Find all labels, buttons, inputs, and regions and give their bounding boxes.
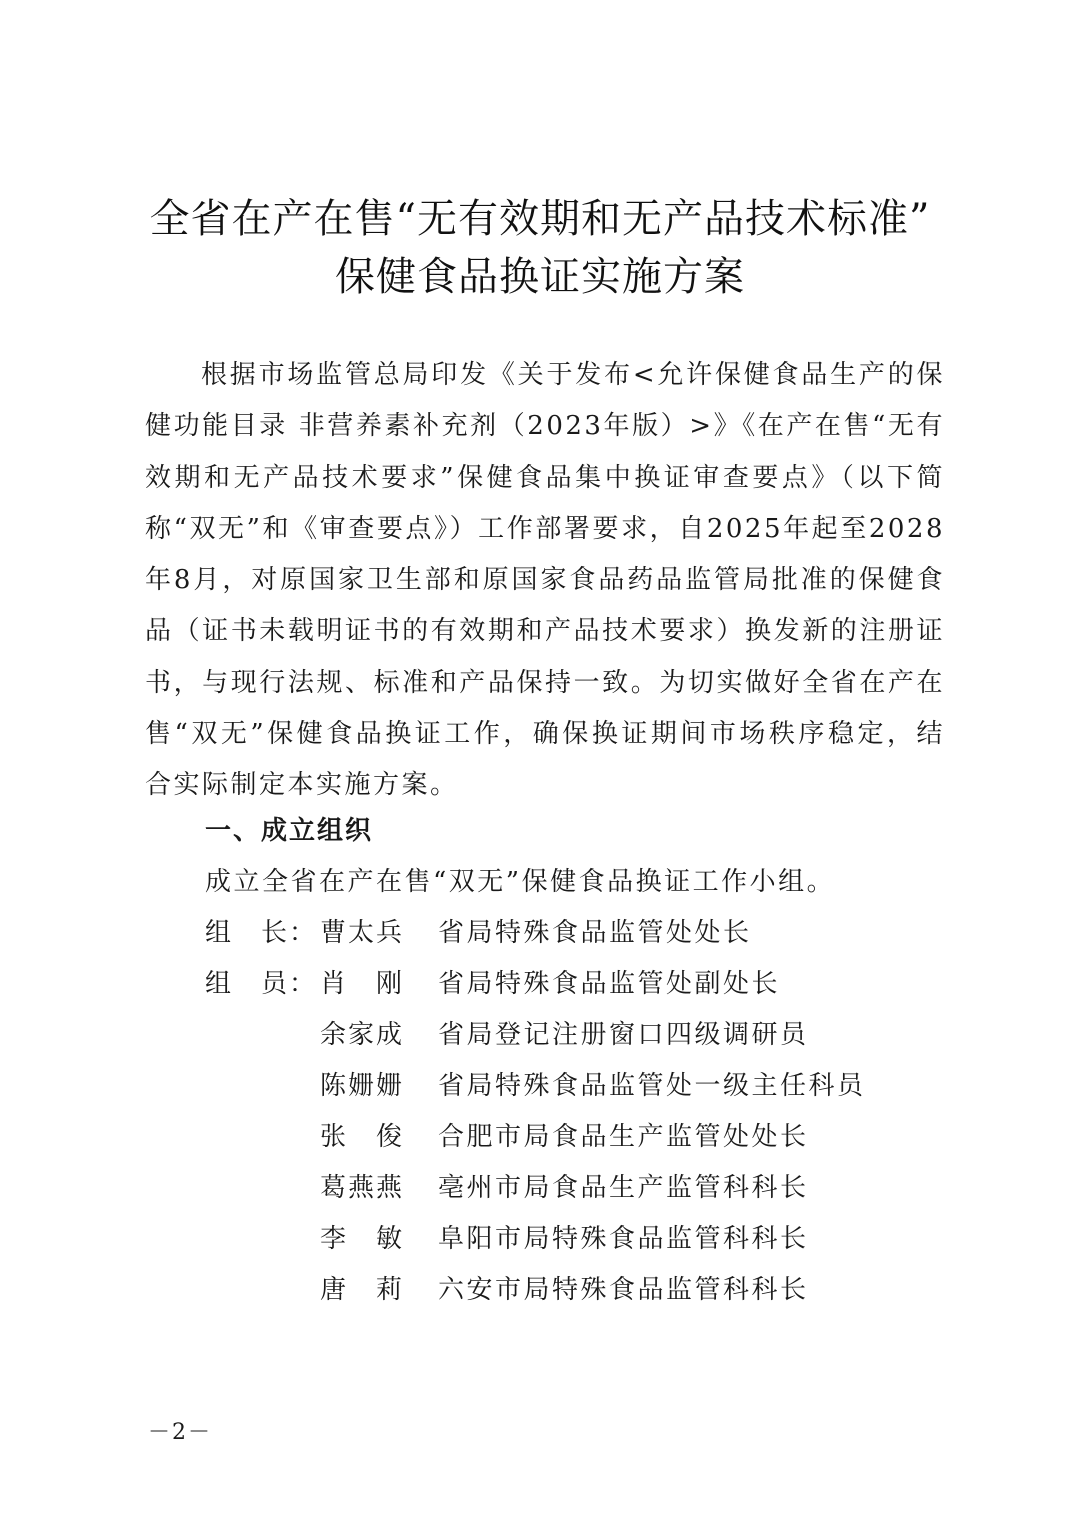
member-role: 组 员：: [205, 969, 318, 999]
member-row: [205, 959, 965, 1010]
member-position: 阜阳市局特殊食品监管科科长: [438, 1224, 809, 1254]
member-name: 葛燕燕: [320, 1173, 405, 1203]
member-row: [205, 908, 965, 959]
member-position: 合肥市局食品生产监管处处长: [438, 1122, 809, 1152]
member-name: 曹太兵: [320, 918, 405, 948]
member-name: 唐 莉: [320, 1275, 405, 1305]
member-row: [205, 1163, 965, 1214]
member-role: 组 长：: [205, 918, 318, 948]
page-number: －2－: [148, 1420, 212, 1445]
member-position: 省局登记注册窗口四级调研员: [438, 1020, 809, 1050]
member-position: 省局特殊食品监管处处长: [438, 918, 752, 948]
member-position: 省局特殊食品监管处一级主任科员: [438, 1071, 866, 1101]
document-title: [0, 190, 1080, 306]
member-position: 六安市局特殊食品监管科科长: [438, 1275, 809, 1305]
member-name: 余家成: [320, 1020, 405, 1050]
member-row: [205, 1112, 965, 1163]
member-name: 肖 刚: [320, 969, 405, 999]
section-heading: 一、成立组织: [205, 816, 374, 846]
member-name: 陈姗姗: [320, 1071, 405, 1101]
member-row: [205, 1265, 965, 1316]
member-row: [205, 1214, 965, 1265]
member-position: 亳州市局食品生产监管科科长: [438, 1173, 809, 1203]
member-row: [205, 1061, 965, 1112]
member-name: 李 敏: [320, 1224, 405, 1254]
title-line-2: 保健食品换证实施方案: [335, 254, 745, 300]
member-position: 省局特殊食品监管处副处长: [438, 969, 781, 999]
member-list: [205, 908, 965, 1316]
section-intro: 成立全省在产在售“双无”保健食品换证工作小组。: [205, 867, 836, 897]
intro-paragraph: 根据市场监管总局印发《关于发布<允许保健食品生产的保健功能目录 非营养素补充剂（2023年版）>》《在产在售“无有效期和无产品技术要求”保健食品集中换证审查要点》（以下简称“双无”和《审查要点》）工作部署要求，自2025年起至2028年8月，对原国家卫生部和原国家食品药品监管局批准的保健食品（证书未载明证书的有效期和产品技术要求）换发新的注册证书，与现行法规、标准和产品保持一致。为切实做好全省在产在售“双无”保健食品换证工作，确保换证期间市场秩序稳定，结合实际制定本实施方案。: [145, 360, 945, 801]
member-name: 张 俊: [320, 1122, 405, 1152]
title-line-1: 全省在产在售“无有效期和无产品技术标准”: [149, 196, 931, 242]
member-row: [205, 1010, 965, 1061]
